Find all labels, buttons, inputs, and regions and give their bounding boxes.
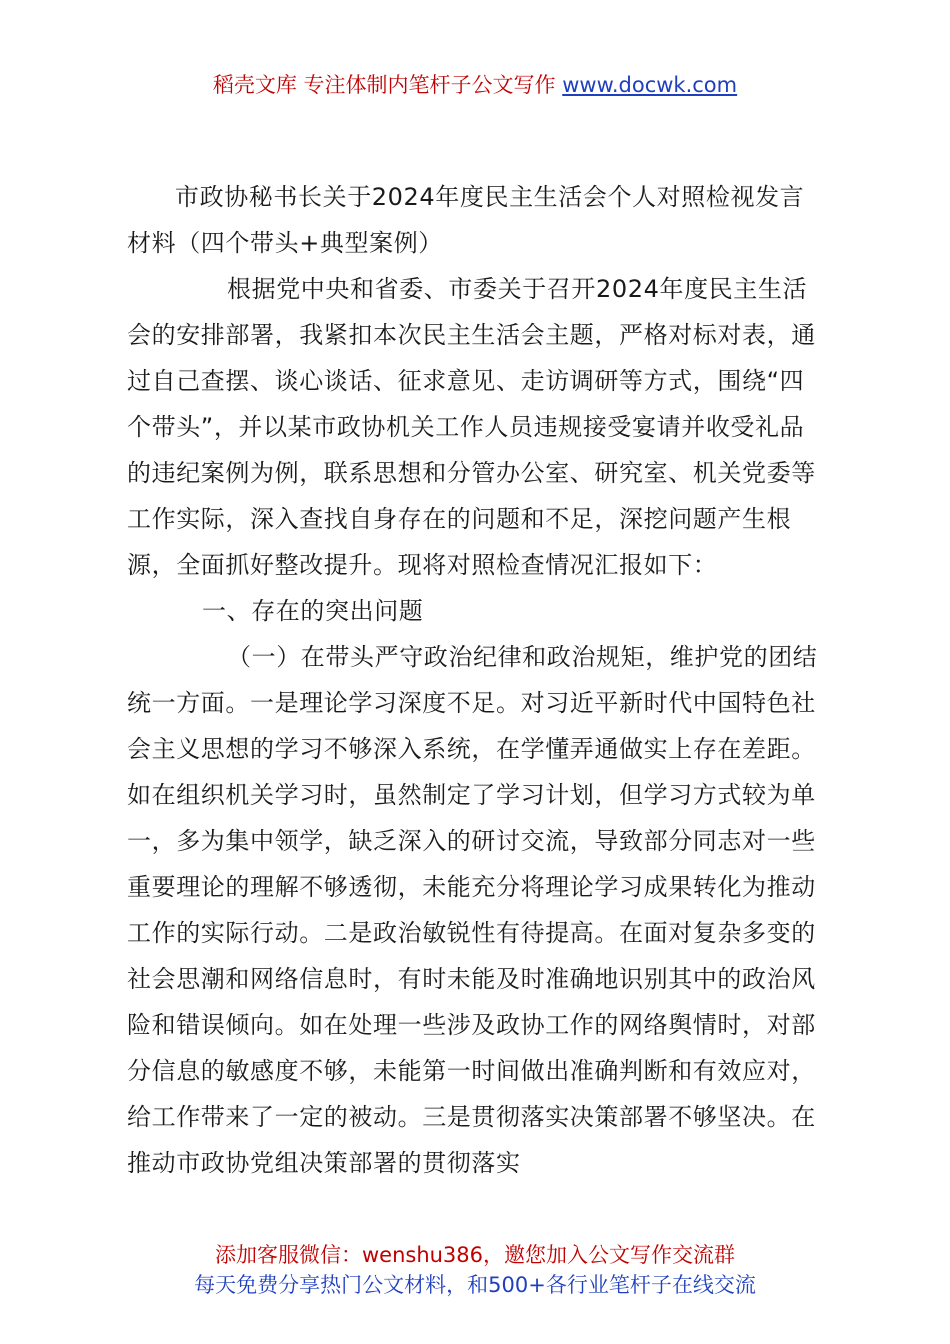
banner-url-link[interactable]: www.docwk.com <box>562 73 738 97</box>
banner-brand-text: 稻壳文库 专注体制内笔杆子公文写作 <box>212 73 556 97</box>
document-body <box>127 174 822 1186</box>
section-paragraph: （一）在带头严守政治纪律和政治规矩，维护党的团结统一方面。一是理论学习深度不足。对习近平新时代中国特色社会主义思想的学习不够深入系统，在学懂弄通做实上存在差距。如在组织机关学习时，虽然制定了学习计划，但学习方式较为单一，多为集中领学，缺乏深入的研讨交流，导致部分同志对一些重要理论的理解不够透彻，未能充分将理论学习成果转化为推动工作的实际行动。二是政治敏锐性有待提高。在面对复杂多变的社会思潮和网络信息时，有时未能及时准确地识别其中的政治风险和错误倾向。如在处理一些涉及政协工作的网络舆情时，对部分信息的敏感度不够，未能第一时间做出准确判断和有效应对，给工作带来了一定的被动。三是贯彻落实决策部署不够坚决。在推动市政协党组决策部署的贯彻落实 <box>127 643 818 1177</box>
intro-paragraph: 根据党中央和省委、市委关于召开2024年度民主生活会的安排部署，我紧扣本次民主生活会主题，严格对标对表，通过自己查摆、谈心谈话、征求意见、走访调研等方式，围绕“四个带头”，并以某市政协机关工作人员违规接受宴请并收受礼品的违纪案例为例，联系思想和分管办公室、研究室、机关党委等工作实际，深入查找自身存在的问题和不足，深挖问题产生根源，全面抓好整改提升。现将对照检查情况汇报如下： <box>127 275 816 579</box>
section-heading: 一、存在的突出问题 <box>202 597 424 625</box>
promo-footer <box>0 1240 950 1300</box>
footer-wechat-line: 添加客服微信：wenshu386，邀您加入公文写作交流群 <box>214 1243 736 1267</box>
document-title: 市政协秘书长关于2024年度民主生活会个人对照检视发言材料（四个带头+典型案例） <box>127 183 805 257</box>
footer-share-line: 每天免费分享热门公文材料，和500+各行业笔杆子在线交流 <box>194 1273 756 1297</box>
site-banner <box>0 70 950 100</box>
